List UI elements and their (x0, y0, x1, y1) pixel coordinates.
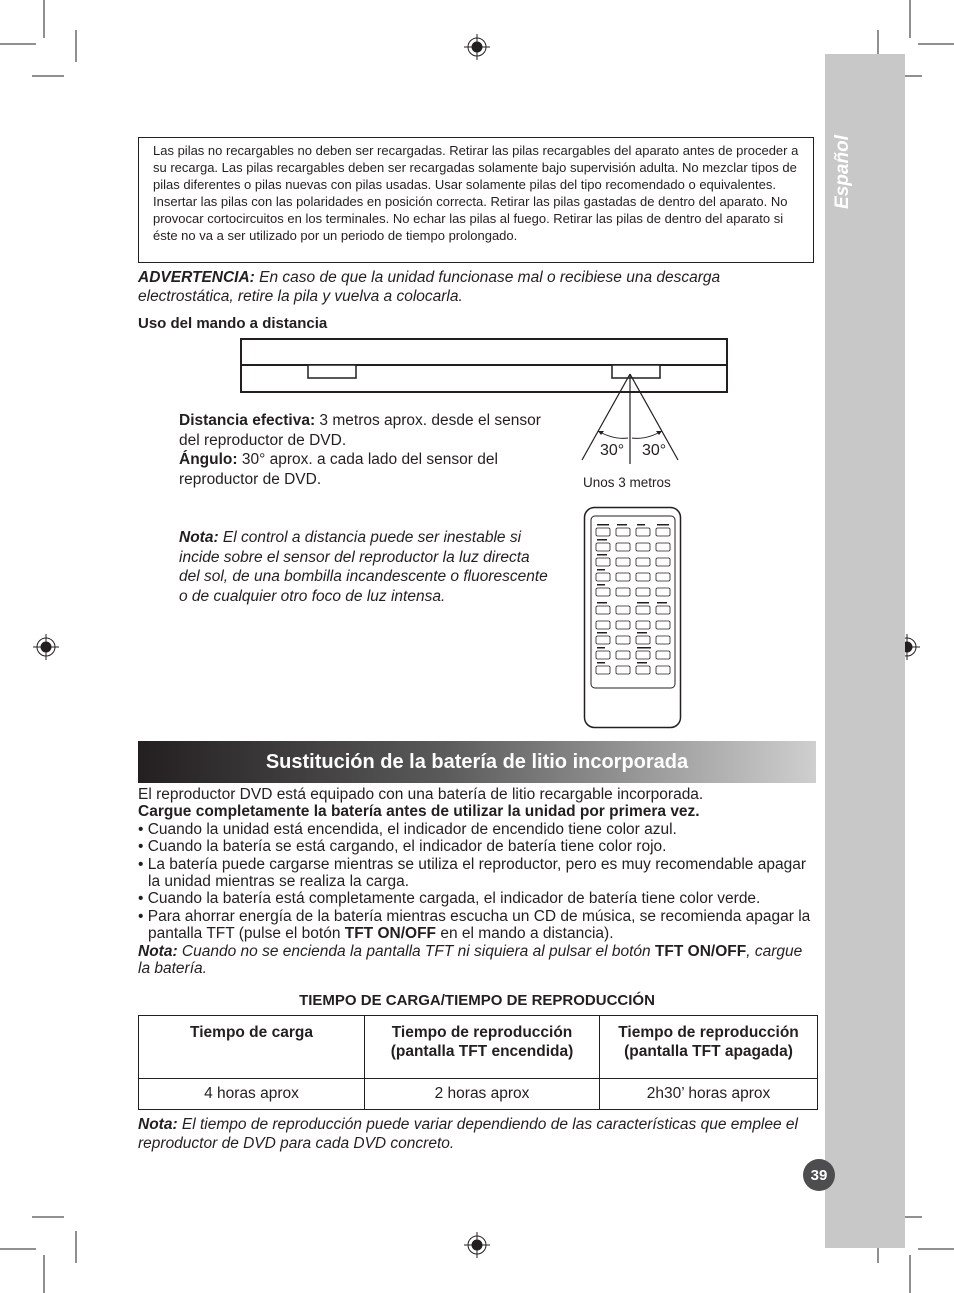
table-cell: 2 horas aprox (365, 1079, 600, 1110)
final-note-text: El tiempo de reproducción puede variar dependiendo de las características que emplee el reproductor de DVD para cada DVD concreto. (138, 1116, 798, 1152)
range-caption: Unos 3 metros (583, 475, 671, 490)
player-foot-left (308, 365, 356, 378)
advertencia-text: En caso de que la unidad funcionase mal o recibiese una descarga electrostática, retire la pila y vuelva a colocarla. (138, 269, 721, 305)
remote-heading: Uso del mando a distancia (138, 315, 328, 332)
battery-bullet-4: • Cuando la batería está completamente cargada, el indicador de batería tiene color verde. (138, 890, 761, 908)
angle-right-label: 30° (642, 442, 667, 459)
table-header-row (139, 1016, 818, 1079)
page-number: 39 (803, 1159, 835, 1191)
angle-text: 30° aprox. a cada lado del sensor del reproductor de DVD. (179, 451, 498, 488)
advertencia-paragraph (138, 268, 818, 306)
battery-intro-bold: Cargue completamente la batería antes de utilizar la unidad por primera vez. (138, 803, 700, 821)
remote-note (179, 528, 549, 606)
angle-label: Ángulo: (179, 451, 238, 468)
distance-text: 3 metros aprox. desde el sensor del reproductor de DVD. (179, 412, 541, 449)
battery-bullet-2: • Cuando la batería se está cargando, el indicador de batería tiene color rojo. (138, 838, 667, 856)
distance-label: Distancia efectiva: (179, 412, 316, 429)
language-side-tab (825, 54, 905, 1248)
table-title: TIEMPO DE CARGA/TIEMPO DE REPRODUCCIÓN (299, 992, 655, 1009)
table-header-cell: Tiempo de carga (139, 1016, 365, 1079)
battery-note: Nota: Cuando no se encienda la pantalla TFT ni siquiera al pulsar el botón TFT ON/OFF, cargue la batería. (138, 942, 803, 978)
battery-warning-text: Las pilas no recargables no deben ser recargadas. Retirar las pilas recargables del aparato antes de proceder a su recarga. Las pilas recargables deben ser recargadas solamente bajo supervisión adulta. No mezclar tipos de pilas diferentes o pilas nuevas con pilas usadas. Usar solamente pilas del tipo recomendado o equivalentes. Insertar las pilas con las polaridades en posición correcta. Retirar las pilas gastadas de dentro del aparato. No provocar cortocircuitos en los terminales. No echar las pilas al fuego. Retirar las pilas de dentro del aparato si éste no va a ser utilizado por un periodo de tiempo prolongado. (153, 143, 799, 243)
battery-section-banner (138, 741, 816, 783)
battery-bullet-1: • Cuando la unidad está encendida, el indicador de encendido tiene color azul. (138, 820, 677, 838)
charge-time-table (138, 1015, 818, 1110)
final-note (138, 1115, 818, 1153)
remote-note-text: El control a distancia puede ser inestable si incide sobre el sensor del reproductor la luz directa del sol, de una bombilla incandescente o fluorescente o de cualquier otro foco de luz intensa. (179, 529, 548, 605)
battery-section-title: Sustitución de la batería de litio incorporada (265, 750, 689, 773)
table-cell: 2h30’ horas aprox (600, 1079, 818, 1110)
table-header-cell: Tiempo de reproducción (pantalla TFT apagada) (600, 1016, 818, 1079)
final-note-label: Nota: (138, 1116, 178, 1133)
remote-control-illustration (583, 506, 683, 730)
player-sensor (612, 365, 660, 378)
registration-mark-top (464, 34, 490, 60)
angle-left-label: 30° (600, 442, 625, 459)
advertencia-label: ADVERTENCIA: (138, 269, 255, 286)
table-cell: 4 horas aprox (139, 1079, 365, 1110)
registration-mark-left (33, 634, 59, 660)
battery-bullet-3: • La batería puede cargarse mientras se utiliza el reproductor, pero es muy recomendable apagar la unidad mientras se realiza la carga. (138, 855, 806, 891)
registration-mark-bottom (464, 1232, 490, 1258)
table-row (139, 1079, 818, 1110)
battery-section-body (138, 786, 818, 977)
table-header-cell: Tiempo de reproducción (pantalla TFT encendida) (365, 1016, 600, 1079)
language-label: Español (832, 135, 853, 209)
distance-paragraph (179, 411, 549, 489)
battery-warning-box (138, 137, 814, 263)
battery-bullet-5: • Para ahorrar energía de la batería mientras escucha un CD de música, se recomienda apagar la pantalla TFT (pulse el botón TFT ON/OFF en el mando a distancia). (138, 907, 811, 943)
remote-note-label: Nota: (179, 529, 219, 546)
battery-intro: El reproductor DVD está equipado con una batería de litio recargable incorporada. (138, 786, 704, 803)
